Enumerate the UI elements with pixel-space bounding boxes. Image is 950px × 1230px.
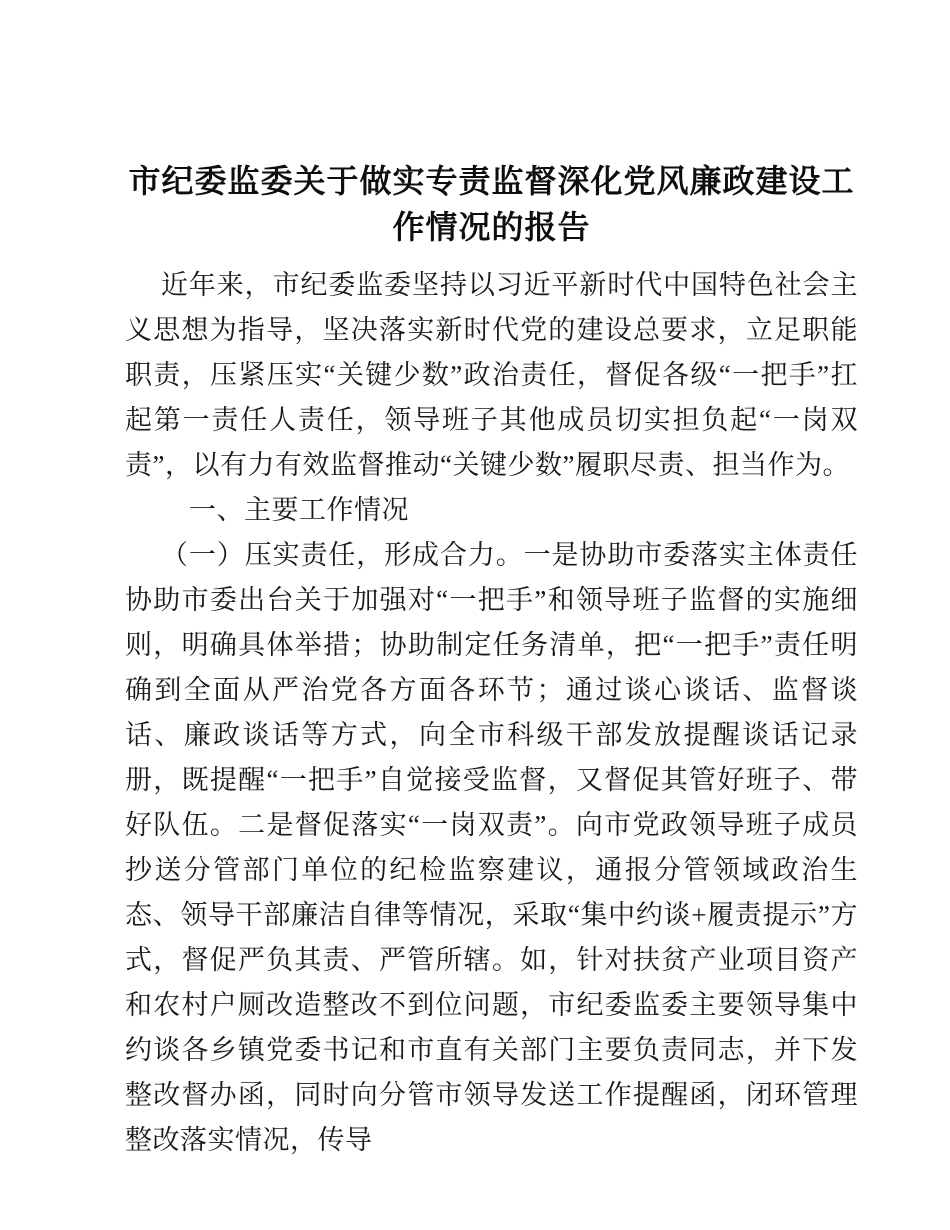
section-heading-main-work: 一、主要工作情况	[189, 495, 409, 525]
document-title: 市纪委监委关于做实专责监督深化党风廉政建设工作情况的报告	[128, 163, 855, 245]
paragraph-intro: 近年来，市纪委监委坚持以习近平新时代中国特色社会主义思想为指导，坚决落实新时代党的建设总要求，立足职能职责，压紧压实“关键少数”政治责任，督促各级“一把手”扛起第一责任人责任，领导班子其他成员切实担负起“一岗双责”，以有力有效监督推动“关键少数”履职尽责、担当作为。	[125, 270, 858, 480]
paragraph-section-one: （一）压实责任，形成合力。一是协助市委落实主体责任协助市委出台关于加强对“一把手”和领导班子监督的实施细则，明确具体举措；协助制定任务清单，把“一把手”责任明确到全面从严治党各方面各环节；通过谈心谈话、监督谈话、廉政谈话等方式，向全市科级干部发放提醒谈话记录册，既提醒“一把手”自觉接受监督，又督促其管好班子、带好队伍。二是督促落实“一岗双责”。向市党政领导班子成员抄送分管部门单位的纪检监察建议，通报分管领域政治生态、领导干部廉洁自律等情况，采取“集中约谈+履责提示”方式，督促严负其责、严管所辖。如，针对扶贫产业项目资产和农村户厕改造整改不到位问题，市纪委监委主要领导集中约谈各乡镇党委书记和市直有关部门主要负责同志，并下发整改督办函，同时向分管市领导发送工作提醒函，闭环管理整改落实情况，传导	[125, 540, 858, 1155]
